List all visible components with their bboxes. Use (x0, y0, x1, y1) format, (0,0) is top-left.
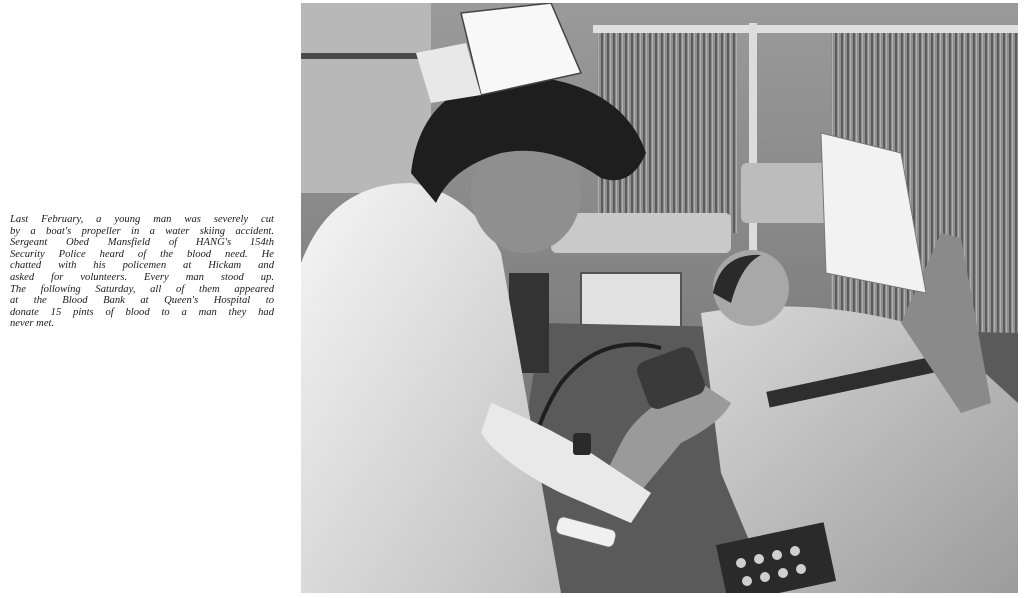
caption-line: never met. (10, 318, 55, 330)
caption-line: chatted with his policemen at Hickam and (10, 260, 274, 272)
caption-line: Security Police heard of the blood need. He (10, 248, 274, 260)
caption-line: at the Blood Bank at Queen's Hospital to (10, 295, 274, 307)
blood-donation-photo (301, 3, 1018, 593)
photo-caption (10, 214, 274, 330)
caption-line: Last February, a young man was severely cut (10, 214, 274, 225)
caption-line: donate 15 pints of blood to a man they had (10, 306, 274, 318)
nurse-watch (573, 433, 591, 455)
caption-line: by a boat's propeller in a water skiing accident. (10, 225, 274, 237)
window-frame (301, 53, 431, 59)
background-bed (551, 213, 731, 253)
caption-line: asked for volunteers. Every man stood up. (10, 271, 274, 283)
curtain-pole (749, 23, 757, 263)
window-panel (301, 3, 431, 193)
curtain-rail (593, 25, 1018, 33)
caption-line: Sergeant Obed Mansfield of HANG's 154th (10, 237, 274, 249)
caption-line: The following Saturday, all of them appeared (10, 283, 274, 295)
background-bed-2 (741, 163, 831, 223)
supply-tray (581, 273, 681, 333)
photo-illustration (301, 3, 1018, 593)
